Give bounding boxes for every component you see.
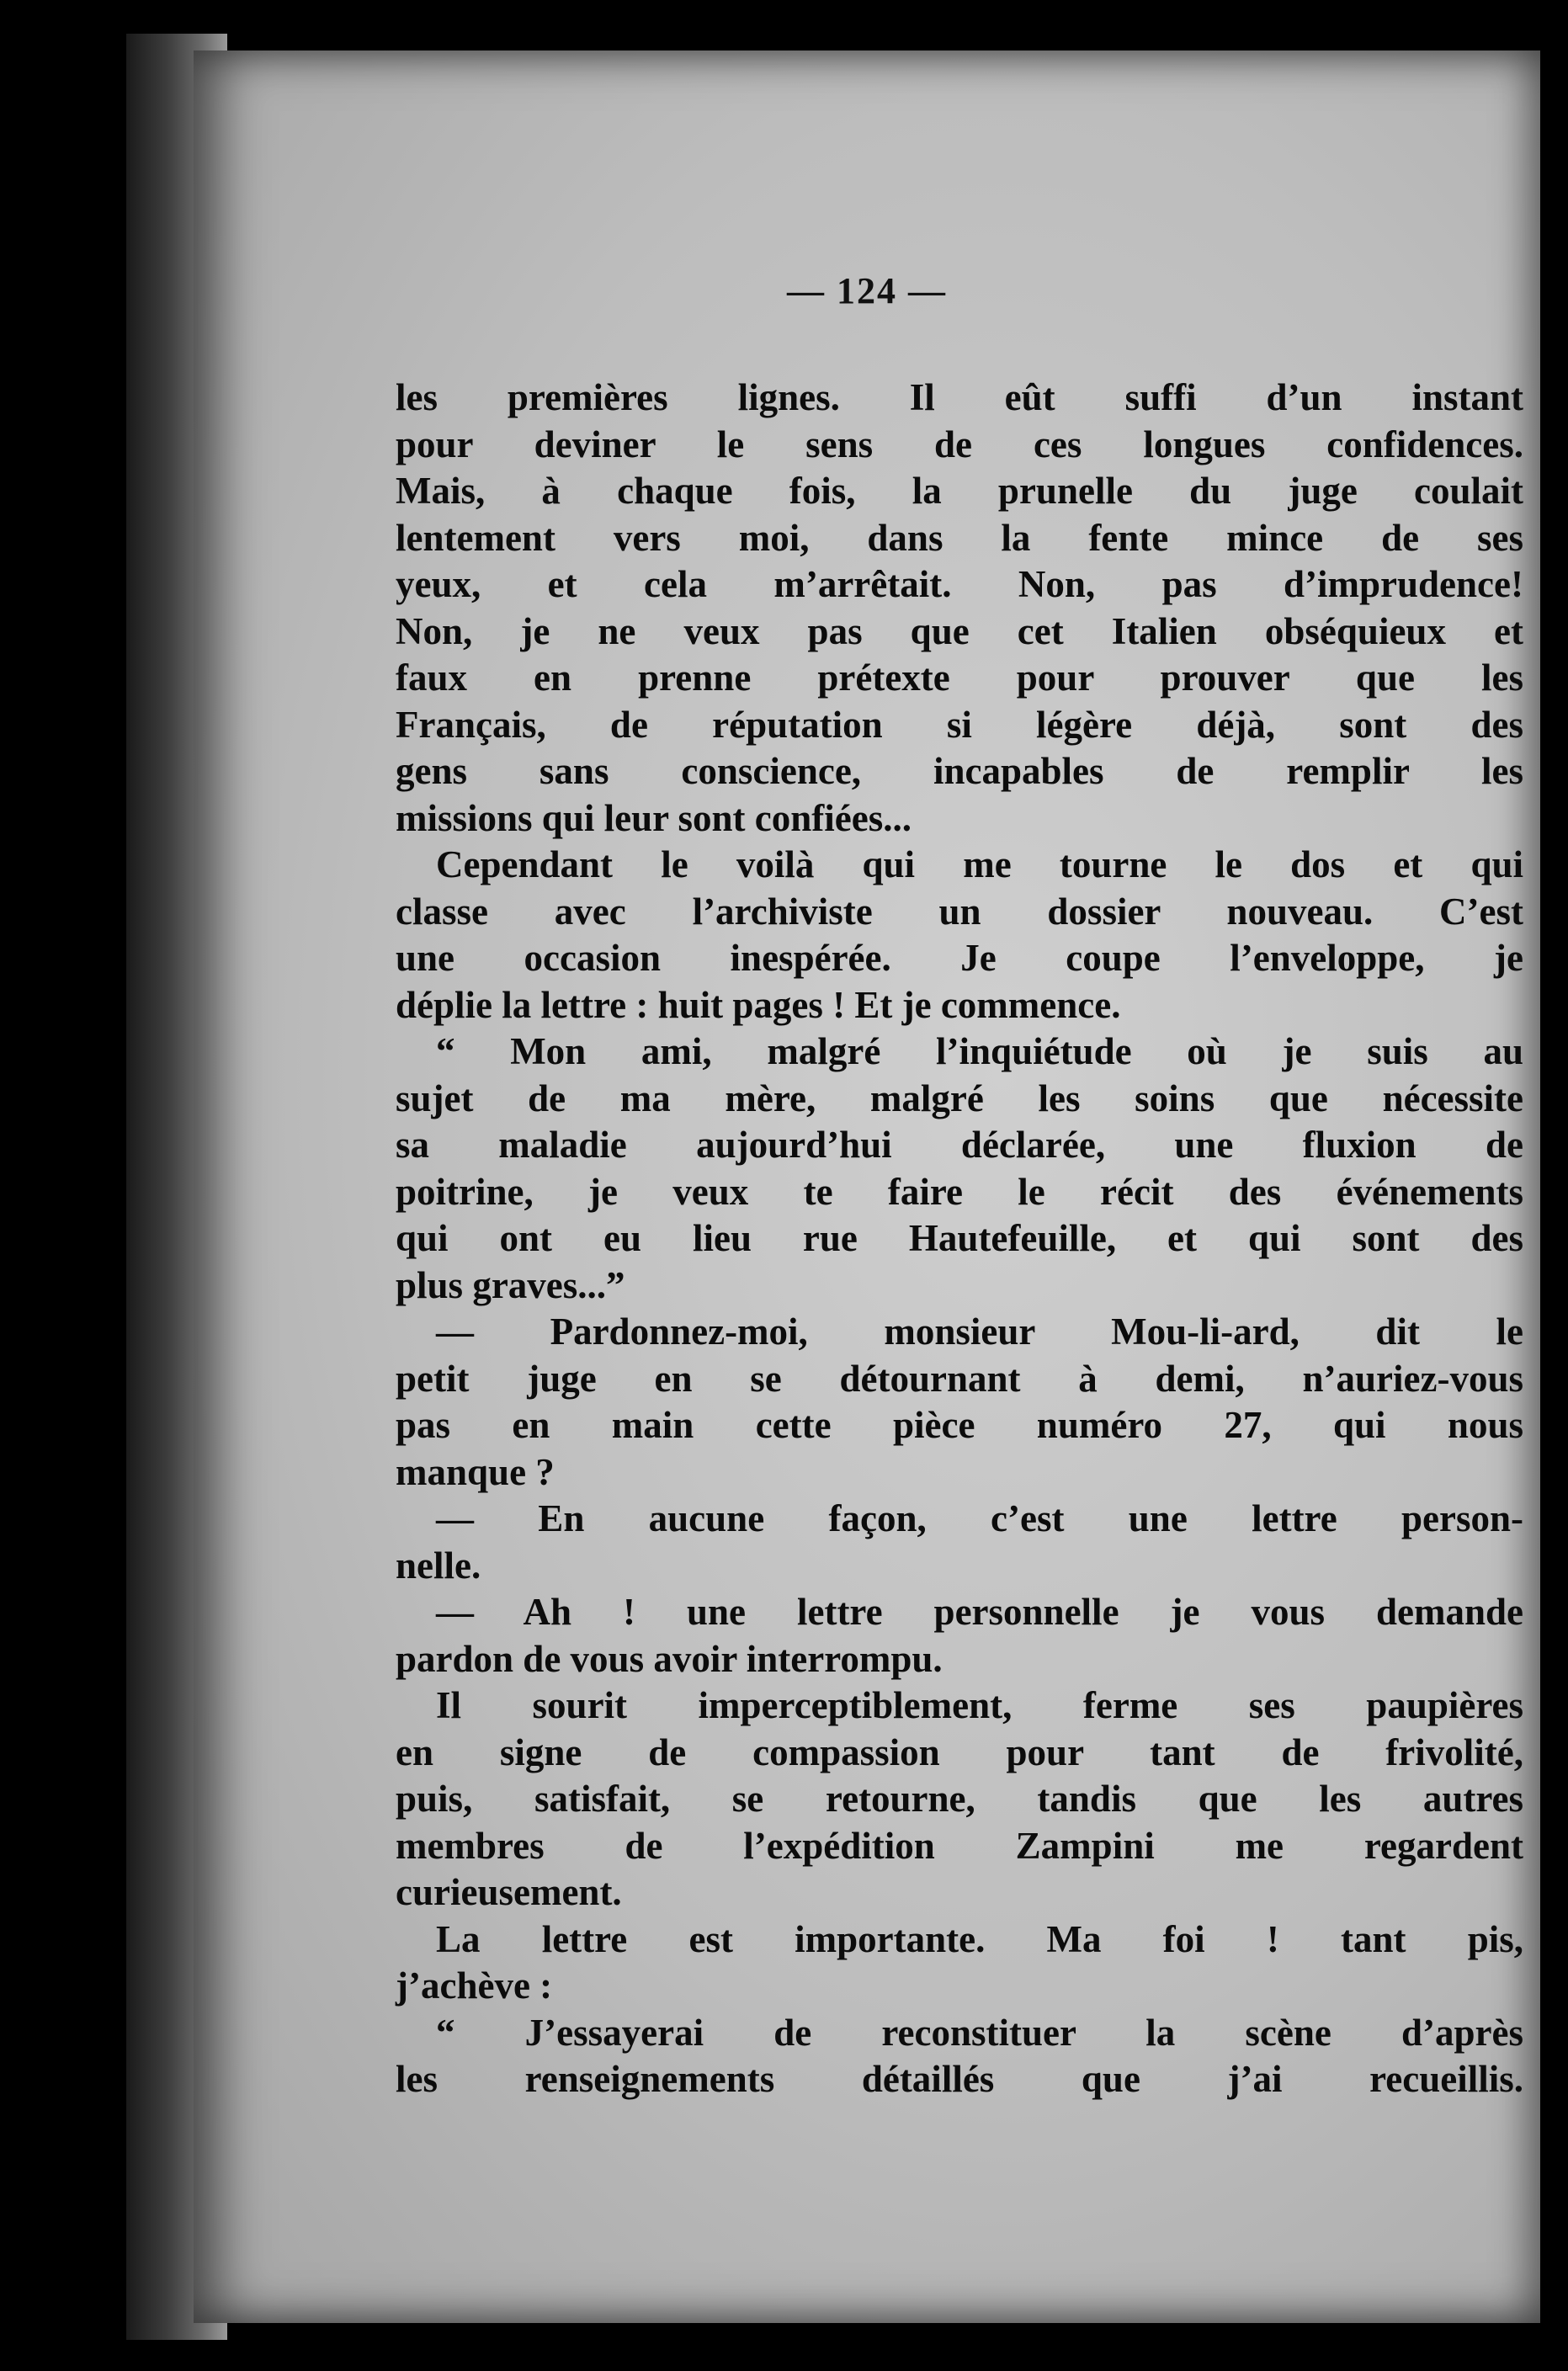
- text-line: La lettre est importante. Ma foi ! tant pis,: [436, 1917, 1523, 1960]
- text-line: Français, de réputation si légère déjà, sont des: [396, 703, 1523, 746]
- text-line: pardon de vous avoir interrompu.: [396, 1637, 943, 1680]
- text-line: déplie la lettre : huit pages ! Et je commence.: [396, 983, 1121, 1026]
- text-line: j’achève :: [396, 1964, 553, 2007]
- page-number: — 124 —: [787, 270, 947, 311]
- text-line: nelle.: [396, 1544, 481, 1587]
- text-line: une occasion inespérée. Je coupe l’enveloppe, je: [396, 937, 1523, 979]
- text-line: poitrine, je veux te faire le récit des événements: [396, 1170, 1523, 1213]
- text-line: — Pardonnez-moi, monsieur Mou-li-ard, dit le: [436, 1310, 1523, 1353]
- text-line: Non, je ne veux pas que cet Italien obséquieux et: [396, 609, 1523, 652]
- text-line: Cependant le voilà qui me tourne le dos et qui: [436, 843, 1523, 885]
- book-page: [194, 51, 1540, 2323]
- text-line: qui ont eu lieu rue Hautefeuille, et qui sont des: [396, 1217, 1523, 1259]
- text-line: sa maladie aujourd’hui déclarée, une fluxion de: [396, 1124, 1523, 1166]
- text-line: curieusement.: [396, 1871, 622, 1913]
- text-line: en signe de compassion pour tant de frivolité,: [396, 1730, 1523, 1773]
- text-line: faux en prenne prétexte pour prouver que les: [396, 657, 1523, 699]
- text-line: “ J’essayerai de reconstituer la scène d’après: [436, 2011, 1523, 2054]
- text-line: pour deviner le sens de ces longues confidences.: [396, 423, 1523, 465]
- text-line: “ Mon ami, malgré l’inquiétude où je suis au: [436, 1030, 1523, 1072]
- text-line: petit juge en se détournant à demi, n’auriez-vous: [396, 1357, 1523, 1400]
- body-text: [396, 375, 1523, 2103]
- text-line: missions qui leur sont confiées...: [396, 796, 912, 839]
- text-line: les renseignements détaillés que j’ai recueillis.: [396, 2058, 1523, 2100]
- text-line: manque ?: [396, 1450, 555, 1493]
- text-line: yeux, et cela m’arrêtait. Non, pas d’imprudence!: [396, 563, 1523, 605]
- text-line: classe avec l’archiviste un dossier nouveau. C’est: [396, 890, 1523, 933]
- text-line: Mais, à chaque fois, la prunelle du juge coulait: [396, 470, 1523, 512]
- text-line: — En aucune façon, c’est une lettre person-: [436, 1497, 1523, 1539]
- text-line: pas en main cette pièce numéro 27, qui nous: [396, 1404, 1523, 1446]
- text-line: puis, satisfait, se retourne, tandis que les autres: [396, 1778, 1523, 1820]
- text-line: gens sans conscience, incapables de remplir les: [396, 750, 1523, 792]
- text-line: — Ah ! une lettre personnelle je vous demande: [436, 1591, 1523, 1633]
- text-line: membres de l’expédition Zampini me regardent: [396, 1824, 1523, 1867]
- text-line: les premières lignes. Il eût suffi d’un instant: [396, 376, 1523, 418]
- text-line: sujet de ma mère, malgré les soins que nécessite: [396, 1077, 1523, 1119]
- text-line: lentement vers moi, dans la fente mince de ses: [396, 516, 1523, 559]
- text-line: plus graves...”: [396, 1263, 625, 1306]
- text-line: Il sourit imperceptiblement, ferme ses paupières: [436, 1684, 1523, 1726]
